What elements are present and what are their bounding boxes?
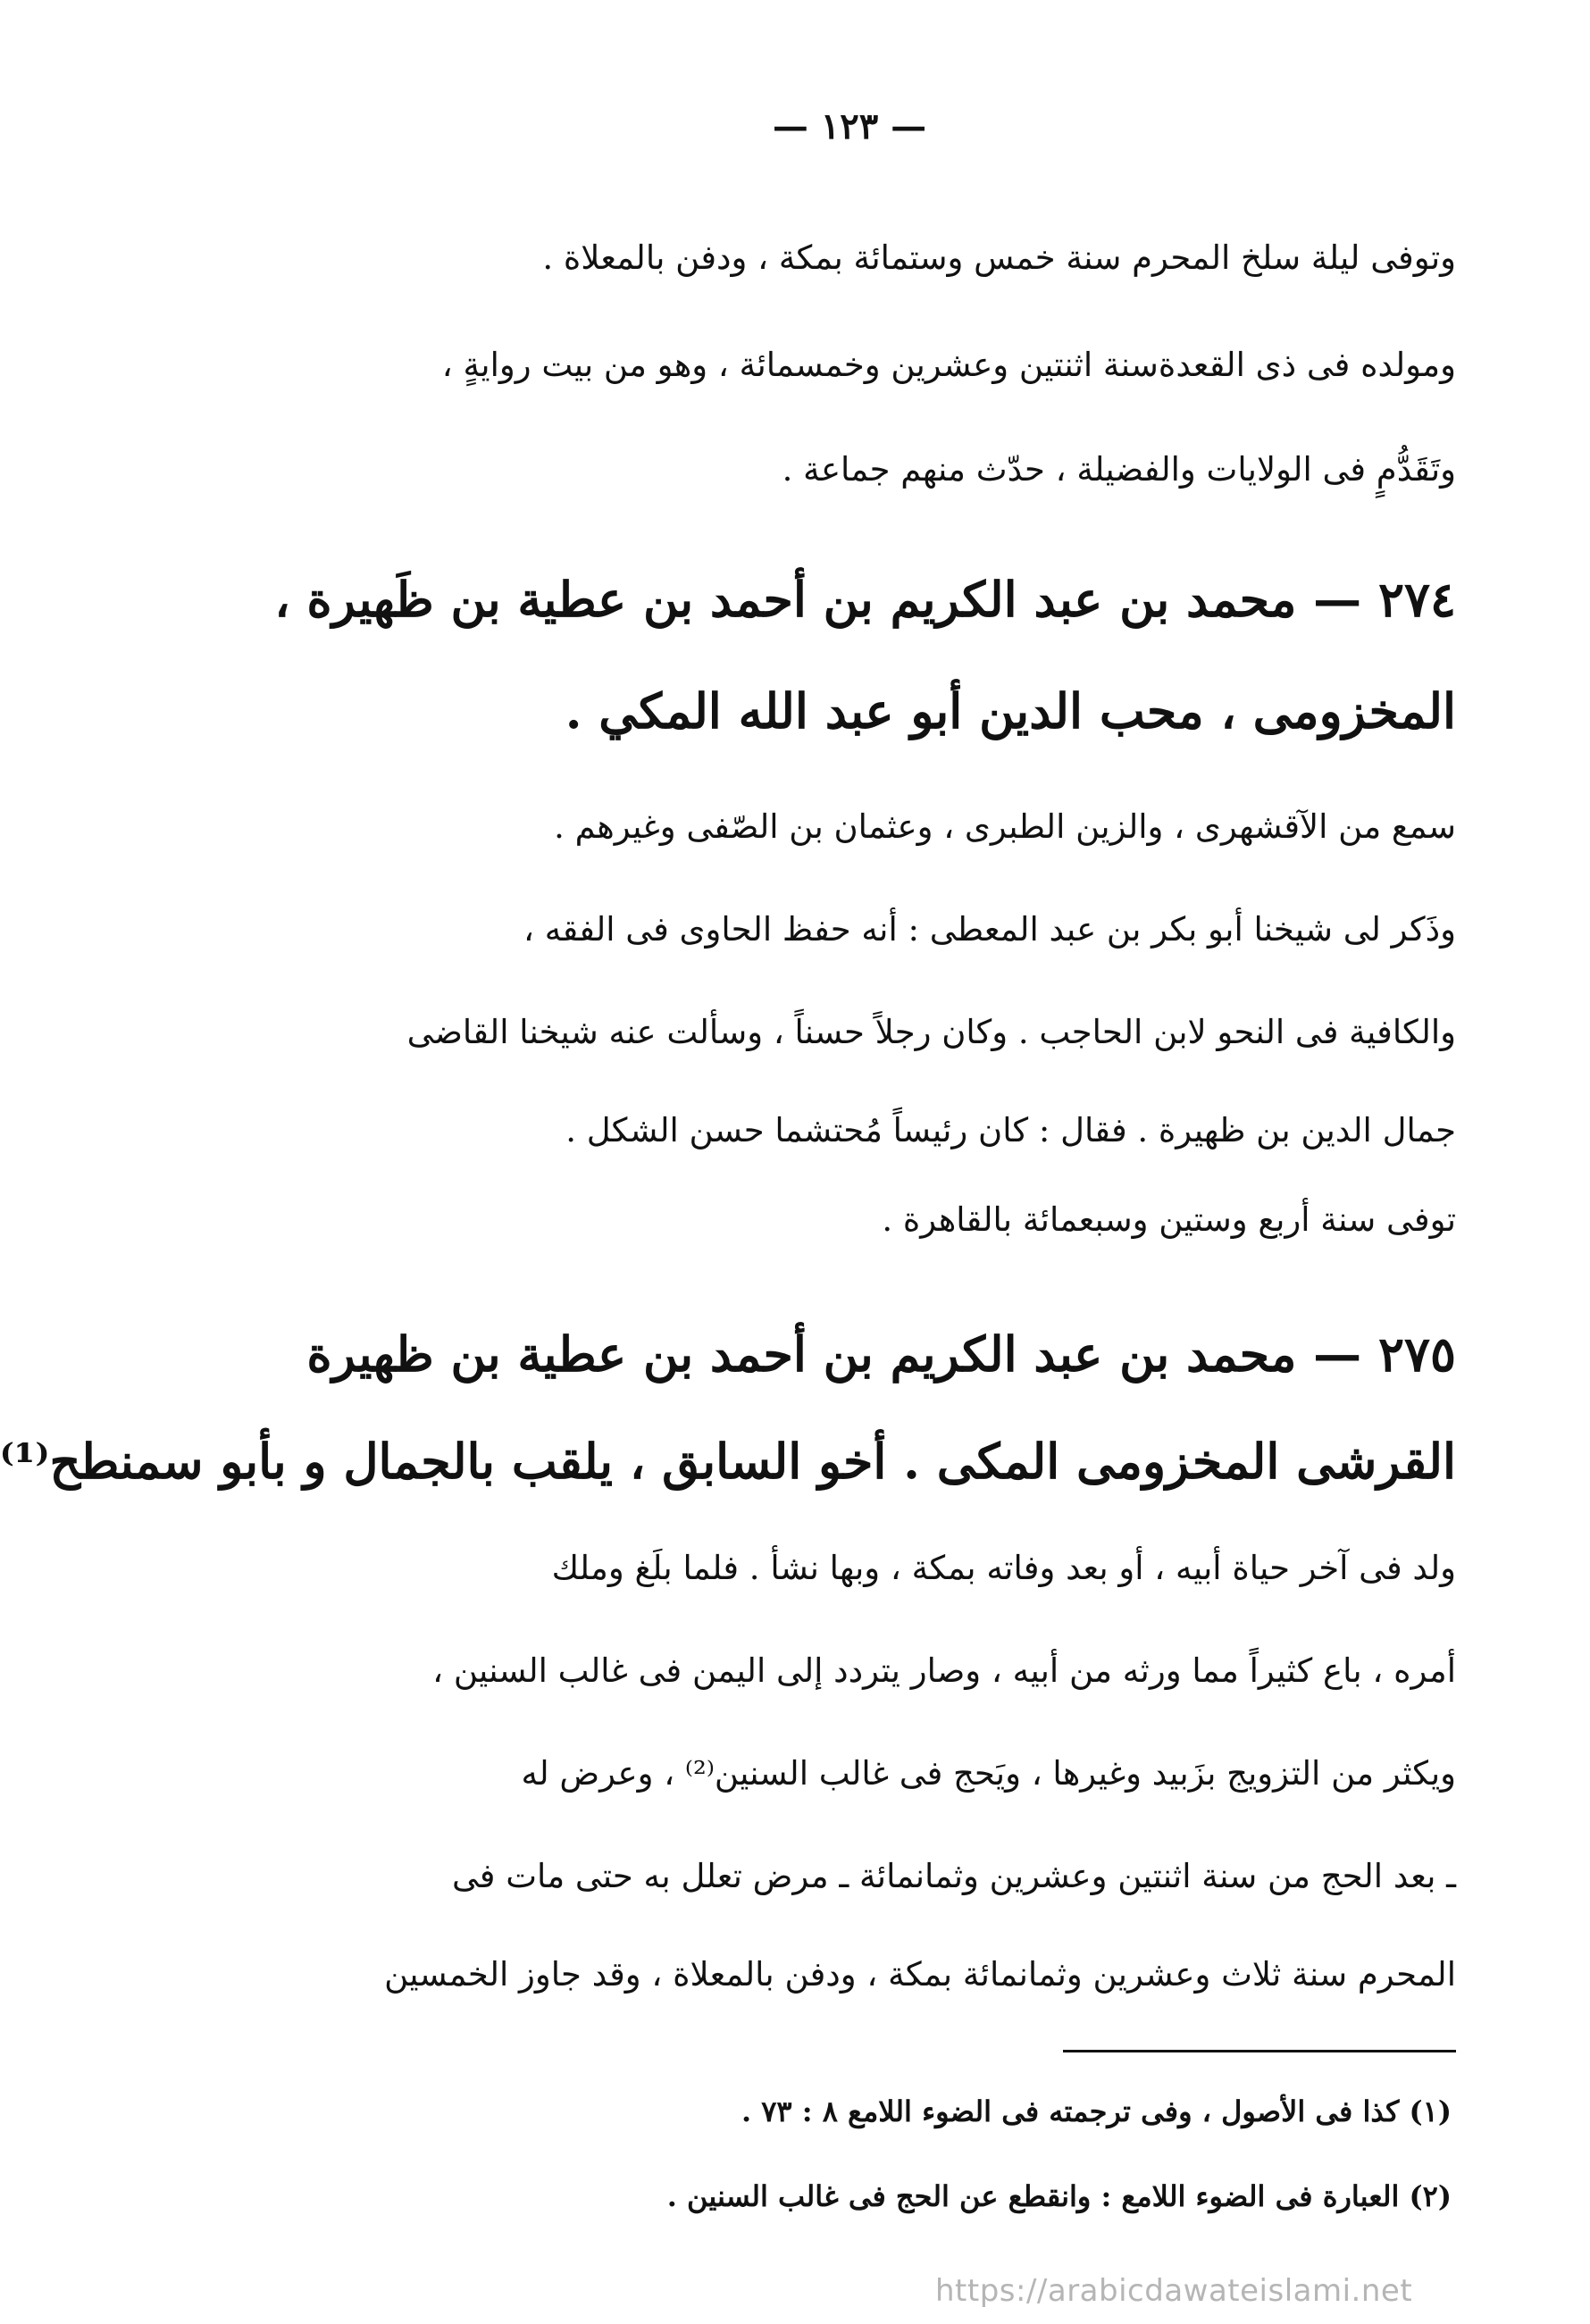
footnote-1: (١) كذا فى الأصول ، وفى ترجمته فى الضوء اللامع ٨ : ٧٣ .	[741, 2094, 1452, 2128]
text-line: وذَكر لى شيخنا أبو بكر بن عبد المعطى : أنه حفظ الحاوى فى الفقه ،	[523, 910, 1456, 949]
entry-heading-275: ٢٧٥ — محمد بن عبد الكريم بن أحمد بن عطية بن ظهيرة	[306, 1325, 1456, 1383]
text-line: وتوفى ليلة سلخ المحرم سنة خمس وستمائة بمكة ، ودفن بالمعلاة .	[542, 238, 1456, 277]
text-line: جمال الدين بن ظهيرة . فقال : كان رئيساً مُحتشما حسن الشكل .	[565, 1111, 1456, 1149]
page-number: — ١٢٣ —	[772, 105, 927, 147]
entry-heading-274-cont: المخزومى ، محب الدين أبو عبد الله المكي .	[565, 682, 1456, 740]
entry-heading-275-cont: القرشى المخزومى المكى . أخو السابق ، يلقب بالجمال و بأبو سمنطح⁽¹⁾	[0, 1433, 1456, 1490]
text-line: ويكثر من التزويج بزَبيد وغيرها ، ويَحج فى غالب السنين⁽²⁾ ، وعرض له	[521, 1754, 1456, 1793]
text-line: ـ بعد الحج من سنة اثنتين وعشرين وثمانمائة ـ مرض تعلل به حتى مات فى	[451, 1857, 1456, 1895]
text-line: المحرم سنة ثلاث وعشرين وثمانمائة بمكة ، ودفن بالمعلاة ، وقد جاوز الخمسين	[384, 1955, 1456, 1994]
text-line: ولد فى آخر حياة أبيه ، أو بعد وفاته بمكة ، وبها نشأ . فلما بلَغ وملك	[551, 1549, 1456, 1587]
text-line: سمع من الآقشهرى ، والزين الطبرى ، وعثمان بن الصّفى وغيرهم .	[554, 807, 1456, 846]
entry-heading-274: ٢٧٤ — محمد بن عبد الكريم بن أحمد بن عطية بن ظَهيرة ،	[274, 571, 1456, 628]
text-line: وتَقَدُّمٍ فى الولايات والفضيلة ، حدّث منهم جماعة .	[782, 450, 1456, 489]
text-line: ومولده فى ذى القعدةسنة اثنتين وعشرين وخمسمائة ، وهو من بيت روايةٍ ،	[441, 346, 1456, 384]
footnote-divider	[1063, 2050, 1456, 2052]
text-line: أمره ، باع كثيراً مما ورثه من أبيه ، وصار يتردد إلى اليمن فى غالب السنين ،	[432, 1651, 1456, 1690]
text-line: والكافية فى النحو لابن الحاجب . وكان رجلاً حسناً ، وسألت عنه شيخنا القاضى	[406, 1013, 1456, 1051]
text-line: توفى سنة أربع وستين وسبعمائة بالقاهرة .	[882, 1200, 1456, 1239]
watermark-url: https://arabicdawateislami.net	[935, 2273, 1413, 2309]
footnote-2: (٢) العبارة فى الضوء اللامع : وانقطع عن الحج فى غالب السنين .	[666, 2179, 1452, 2213]
